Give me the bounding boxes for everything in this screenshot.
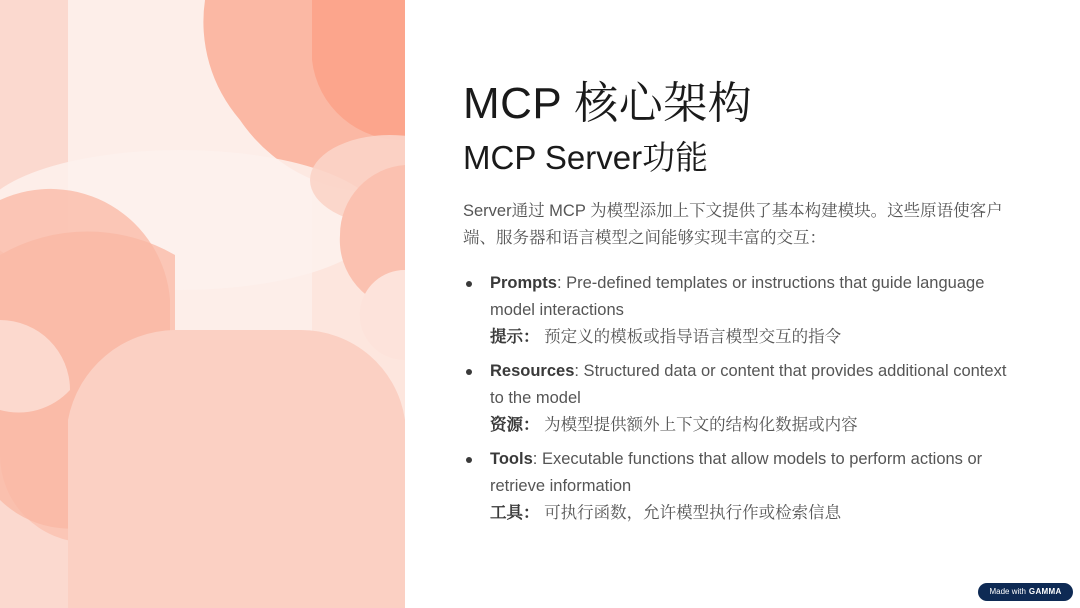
bullet-term: Tools [490, 450, 533, 468]
bullet-description: : Pre-defined templates or instructions that guide language model interactions [490, 274, 985, 319]
list-item-prompts [463, 270, 1023, 351]
bullet-description: : Structured data or content that provides additional context to the model [490, 362, 1007, 407]
decorative-art-panel [0, 0, 405, 608]
gamma-logo: GAMMA [1028, 587, 1062, 596]
made-with-gamma-badge[interactable] [978, 583, 1073, 601]
slide-content [463, 76, 1023, 534]
bullet-dot-icon [466, 281, 472, 287]
list-item-resources [463, 358, 1023, 439]
bullet-description: : Executable functions that allow models to perform actions or retrieve information [490, 450, 983, 495]
bullet-term: Prompts [490, 274, 557, 292]
slide-subtitle: MCP Server功能 [463, 139, 709, 176]
bullet-zh-description: 为模型提供额外上下文的结构化数据或内容 [539, 416, 858, 434]
bullet-zh-term: 工具： [490, 504, 540, 522]
bullet-dot-icon [466, 369, 472, 375]
list-item-tools [463, 446, 1023, 527]
bullet-zh-term: 提示： [490, 328, 540, 346]
bullet-term: Resources [490, 362, 575, 380]
bullet-zh-description: 可执行函数，允许模型执行作或检索信息 [539, 504, 842, 522]
bullet-chinese-text [490, 412, 1023, 439]
bullet-english-text [490, 270, 1023, 324]
badge-prefix-text: Made with [989, 587, 1026, 596]
bullet-english-text [490, 358, 1023, 412]
bullet-zh-term: 资源： [490, 416, 540, 434]
bullet-zh-description: 预定义的模板或指导语言模型交互的指令 [539, 328, 842, 346]
bullet-english-text [490, 446, 1023, 500]
intro-paragraph: Server通过 MCP 为模型添加上下文提供了基本构建模块。这些原语使客户端、服务器和语言模型之间能够实现丰富的交互： [463, 202, 1003, 247]
bullet-dot-icon [466, 457, 472, 463]
slide-title: MCP 核心架构 [463, 79, 753, 128]
bullet-chinese-text [490, 324, 1023, 351]
abstract-shapes-graphic [0, 0, 405, 608]
bullet-chinese-text [490, 500, 1023, 527]
feature-list [463, 270, 1023, 527]
